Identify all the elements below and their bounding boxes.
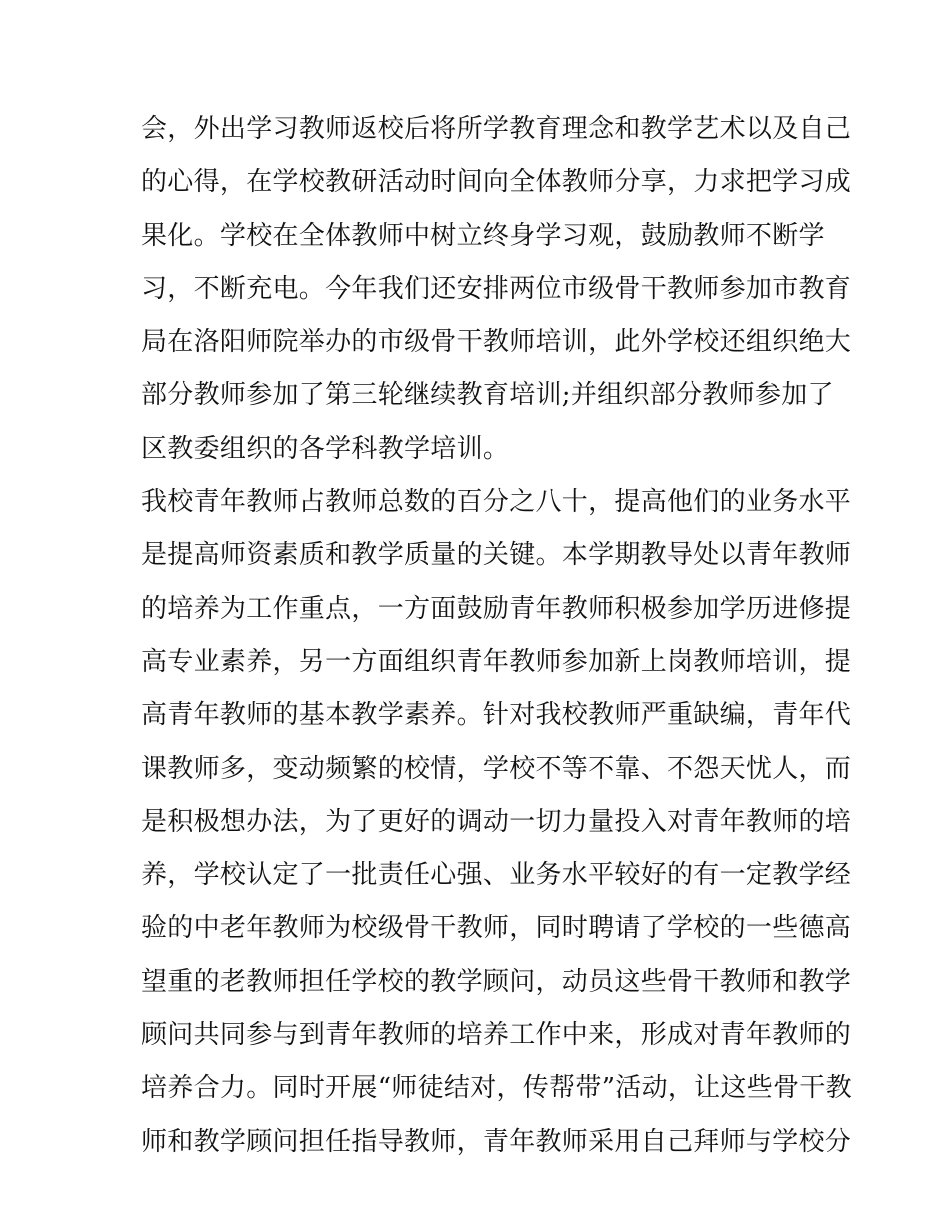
text-line: 区教委组织的各学科教学培训。 <box>141 433 510 464</box>
text-line: 培养合力。同时开展“师徒结对，传帮带”活动，让这些骨干教 <box>141 1073 852 1104</box>
text-line: 习，不断充电。今年我们还安排两位市级骨干教师参加市教育 <box>141 273 852 304</box>
text-line: 课教师多，变动频繁的校情，学校不等不靠、不怨天忧人，而 <box>141 753 852 784</box>
text-line: 的培养为工作重点，一方面鼓励青年教师积极参加学历进修提 <box>141 593 852 624</box>
text-line: 局在洛阳师院举办的市级骨干教师培训，此外学校还组织绝大 <box>141 327 852 358</box>
text-line: 部分教师参加了第三轮继续教育培训;并组织部分教师参加了 <box>141 380 834 411</box>
text-line: 是积极想办法，为了更好的调动一切力量投入对青年教师的培 <box>141 806 852 837</box>
text-line: 果化。学校在全体教师中树立终身学习观，鼓励教师不断学 <box>141 220 825 251</box>
text-line: 高专业素养，另一方面组织青年教师参加新上岗教师培训，提 <box>141 646 852 677</box>
text-line: 我校青年教师占教师总数的百分之八十，提高他们的业务水平 <box>141 487 852 518</box>
text-line: 顾问共同参与到青年教师的培养工作中来，形成对青年教师的 <box>141 1020 852 1051</box>
text-line: 会，外出学习教师返校后将所学教育理念和教学艺术以及自己 <box>141 114 852 144</box>
text-line: 望重的老教师担任学校的教学顾问，动员这些骨干教师和教学 <box>141 966 852 997</box>
text-line: 师和教学顾问担任指导教师，青年教师采用自己拜师与学校分 <box>141 1126 852 1157</box>
text-line: 高青年教师的基本教学素养。针对我校教师严重缺编，青年代 <box>141 700 852 731</box>
body-text <box>141 110 852 1176</box>
text-line: 验的中老年教师为校级骨干教师，同时聘请了学校的一些德高 <box>141 913 852 944</box>
text-line: 是提高师资素质和教学质量的关键。本学期教导处以青年教师 <box>141 540 852 571</box>
text-line: 的心得，在学校教研活动时间向全体教师分享，力求把学习成 <box>141 167 852 198</box>
text-line: 养，学校认定了一批责任心强、业务水平较好的有一定教学经 <box>141 860 852 891</box>
